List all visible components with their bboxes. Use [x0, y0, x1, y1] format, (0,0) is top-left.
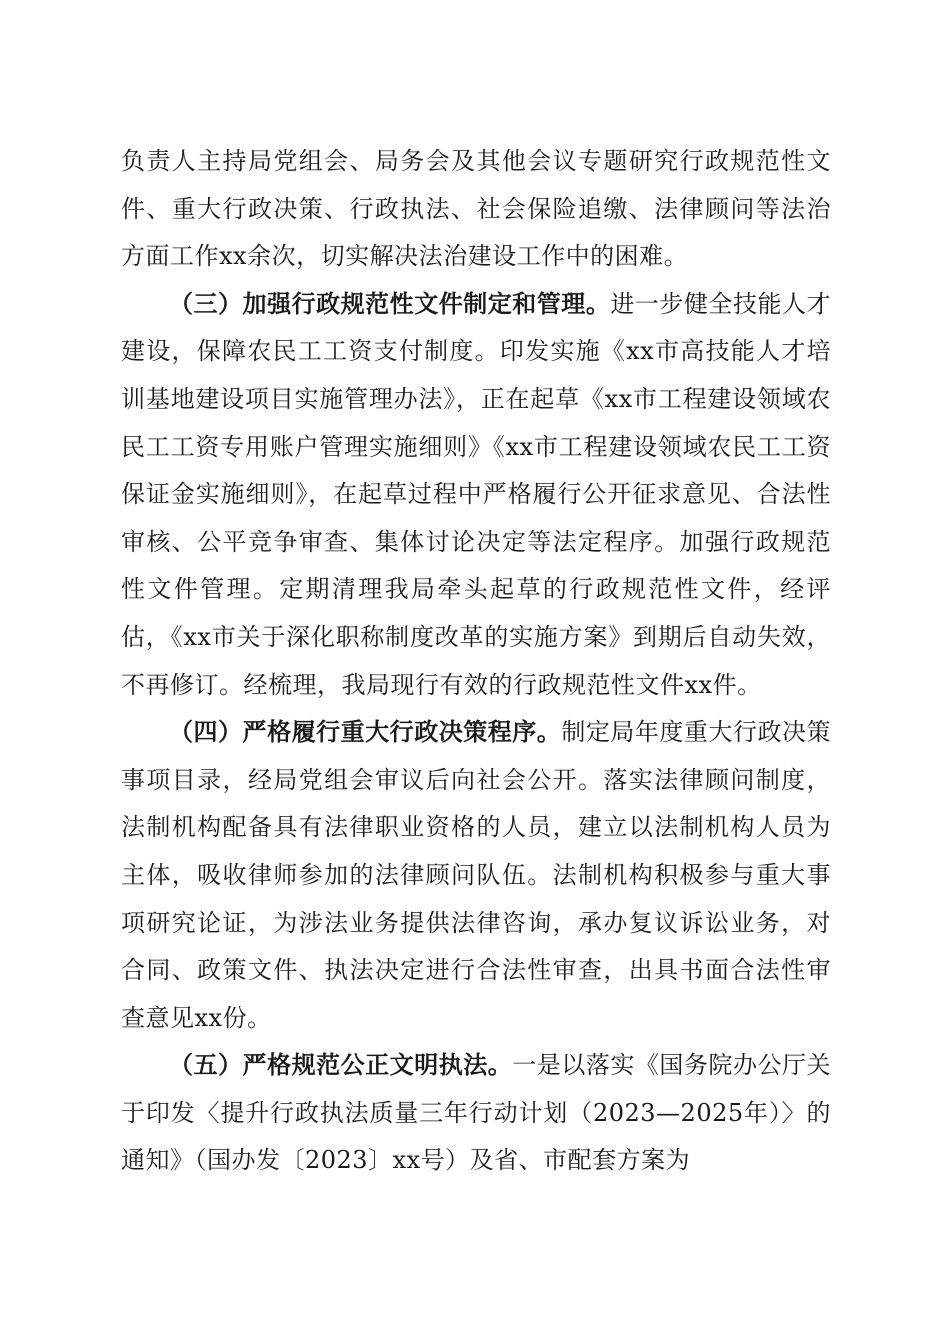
paragraph-section-5 — [121, 1042, 831, 1185]
section-heading: （四）严格履行重大行政决策程序。 — [169, 718, 562, 747]
paragraph-text: 制定局年度重大行政决策事项目录，经局党组会审议后向社会公开。落实法律顾问制度，法制机构配备具有法律职业资格的人员，建立以法制机构人员为主体，吸收律师参加的法律顾问队伍。法制机构积极参与重大事项研究论证，为涉法业务提供法律咨询，承办复议诉讼业务，对合同、政策文件、执法决定进行合法性审查，出具书面合法性审查意见xx份。 — [121, 718, 832, 1032]
paragraph-text: 进一步健全技能人才建设，保障农民工工资支付制度。印发实施《xx市高技能人才培训基地建设项目实施管理办法》，正在起草《xx市工程建设领域农民工工资专用账户管理实施细则》《xx市工程建设领域农民工工资保证金实施细则》，在起草过程中严格履行公开征求意见、合法性审核、公平竞争审查、集体讨论决定等法定程序。加强行政规范性文件管理。定期清理我局牵头起草的行政规范性文件，经评估，《xx市关于深化职称制度改革的实施方案》到期后自动失效，不再修订。经梳理，我局现行有效的行政规范性文件xx件。 — [121, 289, 832, 699]
paragraph-section-4 — [121, 709, 831, 1042]
paragraph-section-3 — [121, 281, 831, 709]
section-heading: （五）严格规范公正文明执法。 — [169, 1051, 513, 1080]
paragraph-text: 负责人主持局党组会、局务会及其他会议专题研究行政规范性文件、重大行政决策、行政执法、社会保险追缴、法律顾问等法治方面工作xx余次，切实解决法治建设工作中的困难。 — [121, 147, 831, 271]
document-body — [121, 138, 831, 1185]
paragraph-continuation — [121, 138, 831, 281]
section-heading: （三）加强行政规范性文件制定和管理。 — [169, 289, 611, 318]
paragraph-text: 一是以落实《国务院办公厅关于印发〈提升行政执法质量三年行动计划（2023—2025年）〉的通知》（国办发〔2023〕xx号）及省、市配套方案为 — [121, 1051, 832, 1175]
